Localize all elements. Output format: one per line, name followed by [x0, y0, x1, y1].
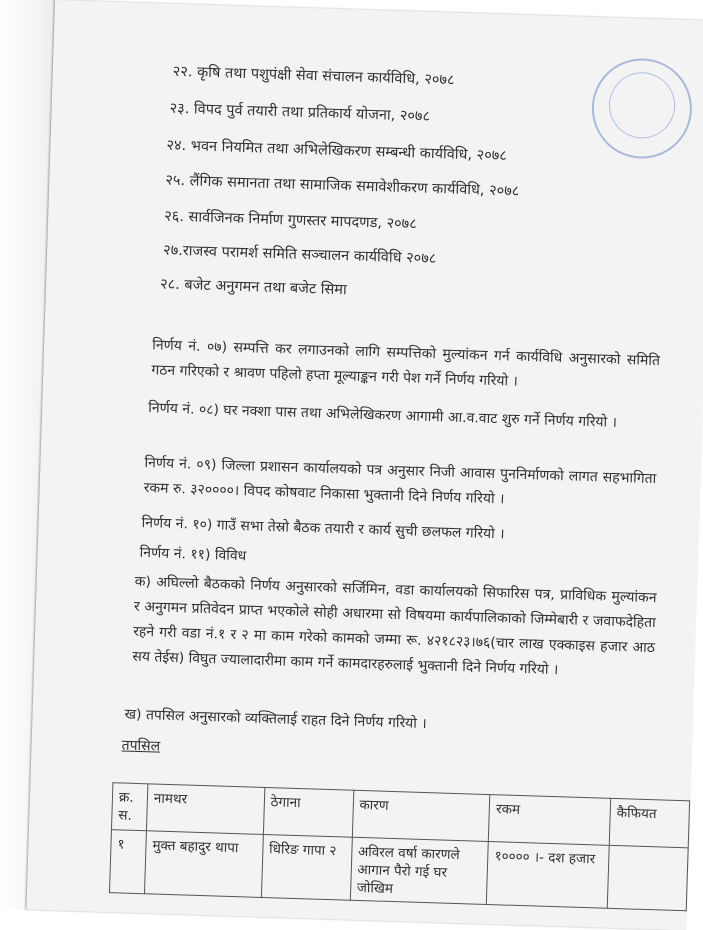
col-header-address: ठेगाना	[263, 787, 353, 837]
decision-07: निर्णय नं. ०७) सम्पत्ति कर लगाउनको लागि सम्पत्तिको मुल्यांकन गर्न कार्यविधि अनुसारको समिति गठन गरिएको र श्रावण पहिलो हप्ता मूल्याङ्कन गरी पेश गर्ने निर्णय गरियो ।	[151, 337, 661, 390]
document-page	[26, 0, 703, 930]
col-header-name: नामथर	[146, 784, 264, 835]
office-stamp	[577, 43, 703, 173]
col-header-reason: कारण	[352, 790, 490, 841]
cell-remarks	[607, 845, 688, 910]
cell-reason: अविरल वर्षा कारणले आगान पैरो गई घर जोखिम	[350, 837, 489, 904]
list-item: २६. सार्वजिनक निर्माण गुणस्तर मापदणड, २०७८	[164, 208, 418, 233]
col-header-amount: रकम	[489, 795, 611, 846]
list-item: २४. भवन नियमित तथा अभिलेखिकरण सम्बन्धी कार्यविधि, २०७८	[166, 137, 508, 165]
cell-name: मुक्त बहादुर थापा	[144, 831, 263, 898]
decision-10: निर्णय नं. १०) गाउँ सभा तेस्रो बैठक तयारी र कार्य सुची छलफल गरियो ।	[141, 514, 505, 543]
tapasil-heading: तपसिल	[121, 737, 161, 755]
col-header-remarks: कैफियत	[609, 798, 689, 847]
decision-11-kha: ख) तपसिल अनुसारको व्यक्तिलाई राहत दिने निर्णय गरियो ।	[124, 706, 427, 733]
cell-serial: १	[109, 830, 146, 894]
decision-11-ka: क) अघिल्लो बैठकको निर्णय अनुसारको सर्जिमिन, वडा कार्यालयको सिफारिस पत्र, प्राविधिक मुल्यांकन र अनुगमन प्रतिवेदन प्राप्त भएकोले सोही अधारमा सो विषयमा कार्यपालिकाको जिम्मेबारी र जवाफदेहिता रहने गरी वडा नं.१ र २ मा काम गरेको कामको जम्मा रू. ४२१८२३।७६(चार लाख एक्काइस हजार आठ सय तेईस) विघुत ज्यालादारीमा काम गर्ने कामदारहरुलाई भुक्तानी दिने निर्णय गरियो ।	[132, 573, 657, 679]
col-header-serial: क्र. स.	[111, 783, 147, 831]
list-item: २८. बजेट अनुगमन तथा बजेट सिमा	[159, 276, 347, 299]
list-item: २३. विपद पुर्व तयारी तथा प्रतिकार्य योजना, २०७८	[169, 100, 431, 125]
cell-amount: १०००० ।- दश हजार	[487, 842, 610, 909]
relief-table	[109, 782, 690, 911]
list-item: २२. कृषि तथा पशुपंक्षी सेवा संचालन कार्यविधि, २०७८	[172, 63, 455, 89]
list-item: २७.राजस्व परामर्श समिति सञ्चालन कार्यविधि २०७८	[162, 242, 437, 268]
list-item: २५. लैंगिक समानता तथा सामाजिक समावेशीकरण कार्यविधि, २०७८	[165, 172, 520, 200]
cell-address: धिरिङ गापा २	[261, 834, 352, 900]
decision-09: निर्णय नं. ०९) जिल्ला प्रशासन कार्यालयको पत्र अनुसार निजी आवास पुननिर्माणको लागत सहभागिता रकम रु. ३२००००। विपद कोषवाट निकासा भुक्तानी दिने निर्णय गरियो ।	[143, 455, 657, 508]
decision-11: निर्णय नं. ११) विविध	[139, 544, 247, 565]
decision-08: निर्णय नं. ०८) घर नक्शा पास तथा अभिलेखिकरण आगामी आ.व.वाट शुरु गर्ने निर्णय गरियो ।	[147, 400, 618, 431]
stamp-emblem	[599, 62, 685, 148]
